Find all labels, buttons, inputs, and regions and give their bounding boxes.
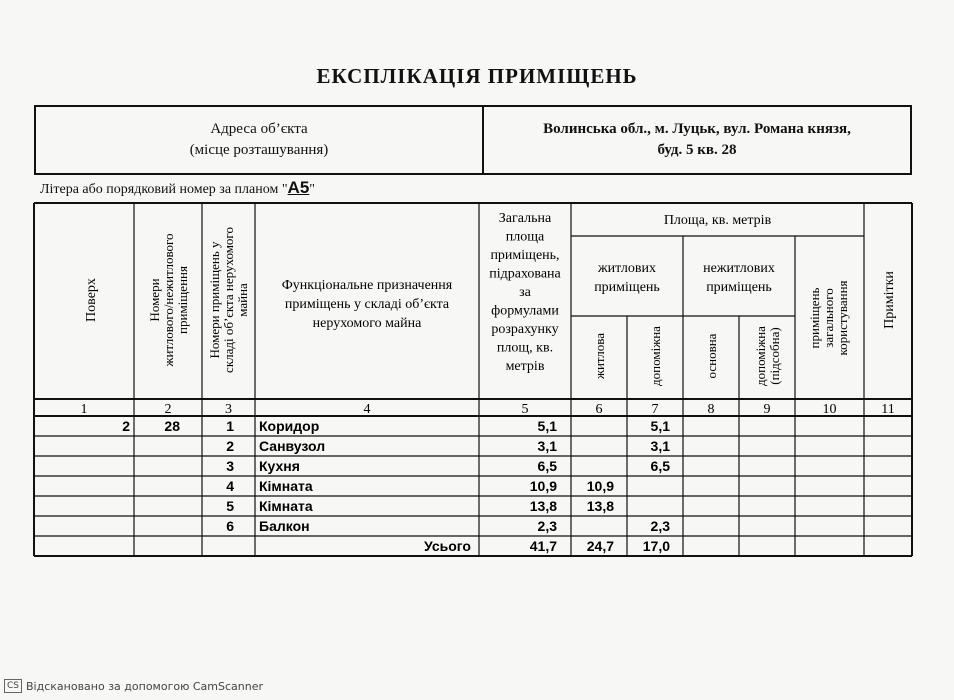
cell-room: 6 <box>226 518 234 534</box>
plan-letter-code: А5 <box>287 178 310 197</box>
column-number: 7 <box>651 402 659 417</box>
header-notes: Примітки <box>882 271 897 329</box>
address-label: Адреса об’єкта <box>210 121 308 137</box>
header-room-number: майна <box>235 283 250 317</box>
cell-purpose: Коридор <box>259 418 320 434</box>
plan-letter-suffix: " <box>309 182 315 197</box>
header-unit-number: Номери <box>147 278 162 322</box>
cell-unit: 28 <box>164 418 180 434</box>
cell-total: 2,3 <box>537 518 557 534</box>
header-total-area: приміщень, <box>490 248 560 263</box>
column-number: 3 <box>225 402 232 417</box>
camscanner-icon: CS <box>4 679 22 693</box>
totals-label: Усього <box>424 538 471 554</box>
header-total-area: підрахована <box>489 266 561 282</box>
header-auxiliary-utility: допоміжна <box>753 326 768 386</box>
address-label-note: (місце розташування) <box>189 142 329 158</box>
header-residential: житлових <box>597 261 657 276</box>
scanner-footer <box>4 679 263 693</box>
cell-purpose: Балкон <box>259 518 310 534</box>
column-number: 6 <box>595 402 603 417</box>
column-number: 8 <box>707 402 715 417</box>
cell-purpose: Кімната <box>259 498 313 514</box>
cell-room: 1 <box>226 418 234 434</box>
header-room-number: Номери приміщень у <box>207 241 222 359</box>
header-common-use: приміщень <box>807 287 822 349</box>
column-number: 2 <box>164 402 172 417</box>
header-auxiliary-utility: (підсобна) <box>767 327 782 385</box>
totals-total: 41,7 <box>529 538 557 554</box>
header-total-area: розрахунку <box>491 322 559 337</box>
address-value-line1: Волинська обл., м. Луцьк, вул. Романа князя, <box>543 121 851 137</box>
header-room-number: складі об’єкта нерухомого <box>221 227 236 373</box>
cell-purpose: Кімната <box>259 478 313 494</box>
cell-living: 13,8 <box>586 498 614 514</box>
scanner-caption: Відскановано за допомогою CamScanner <box>26 679 263 693</box>
header-purpose: нерухомого майна <box>312 316 422 331</box>
header-area: Площа, кв. метрів <box>663 213 772 228</box>
header-total-area: формулами <box>491 303 559 319</box>
table-text <box>81 211 898 554</box>
document-title: ЕКСПЛІКАЦІЯ ПРИМІЩЕНЬ <box>316 64 638 88</box>
cell-total: 10,9 <box>529 478 557 494</box>
cell-floor: 2 <box>122 418 130 434</box>
header-residential: приміщень <box>594 280 660 295</box>
column-number: 9 <box>763 402 771 417</box>
header-floor: Поверх <box>84 278 99 322</box>
cell-total: 13,8 <box>529 498 557 514</box>
header-nonresidential: приміщень <box>706 280 772 295</box>
cell-purpose: Кухня <box>259 458 300 474</box>
cell-total: 5,1 <box>537 418 557 434</box>
column-number: 5 <box>521 402 529 417</box>
cell-room: 2 <box>226 438 234 454</box>
column-number: 11 <box>881 402 895 417</box>
cell-purpose: Санвузол <box>259 438 326 454</box>
cell-auxiliary: 6,5 <box>650 458 670 474</box>
header-total-area: за <box>519 285 531 300</box>
column-number: 4 <box>363 402 371 417</box>
cell-total: 3,1 <box>537 438 557 454</box>
header-unit-number: житлового/нежитлового <box>161 233 176 367</box>
header-common-use: загального <box>821 288 836 348</box>
address-value-line2: буд. 5 кв. 28 <box>657 142 737 158</box>
totals-living: 24,7 <box>586 538 614 554</box>
totals-auxiliary: 17,0 <box>642 538 670 554</box>
header-total-area: площ, кв. <box>496 340 554 356</box>
cell-total: 6,5 <box>537 458 557 474</box>
cell-auxiliary: 2,3 <box>650 518 670 534</box>
cell-living: 10,9 <box>586 478 614 494</box>
header-total-area: метрів <box>505 359 545 374</box>
header-purpose: приміщень у складі об’єкта <box>284 297 450 312</box>
header-auxiliary: допоміжна <box>648 326 663 386</box>
cell-auxiliary: 3,1 <box>650 438 670 454</box>
plan-letter-label: Літера або порядковий номер за планом " <box>40 182 288 197</box>
header-total-area: Загальна <box>498 211 552 226</box>
cell-room: 4 <box>226 478 234 494</box>
header-main: основна <box>704 333 719 379</box>
header-living: житлова <box>592 332 607 380</box>
column-number: 10 <box>822 402 837 417</box>
header-purpose: Функціональне призначення <box>281 278 453 293</box>
header-unit-number: приміщення <box>175 266 190 334</box>
cell-auxiliary: 5,1 <box>650 418 670 434</box>
column-number: 1 <box>80 402 88 417</box>
header-total-area: площа <box>505 229 545 245</box>
cell-room: 3 <box>226 458 234 474</box>
header-common-use: користування <box>835 280 850 356</box>
cell-room: 5 <box>226 498 234 514</box>
header-nonresidential: нежитлових <box>703 261 775 276</box>
